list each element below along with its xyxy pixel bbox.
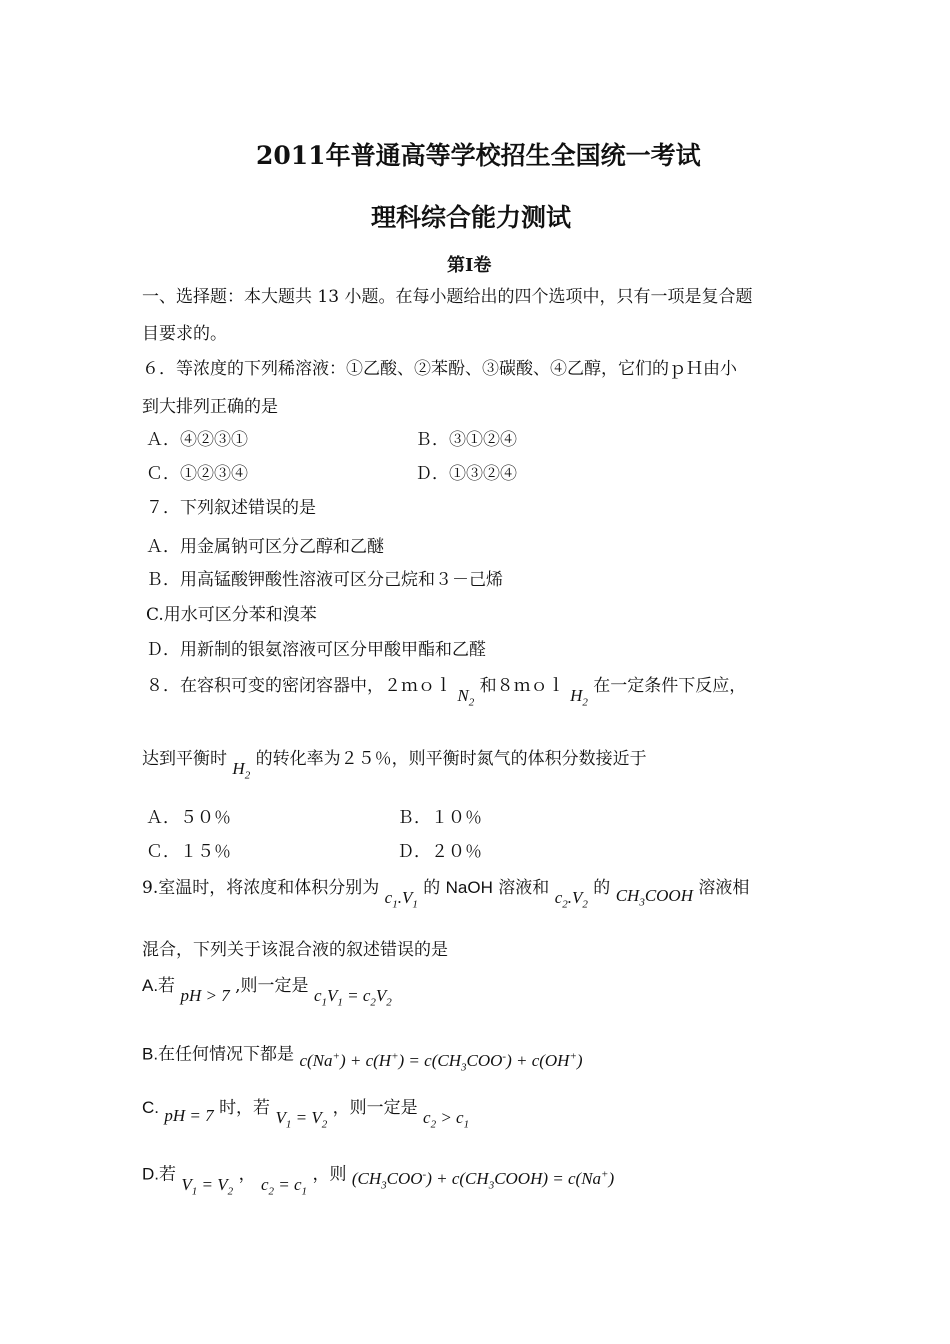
section-heading: 第Ⅰ卷 (447, 255, 492, 276)
formula-c1v1-eq-c2v2: $c_1V_1 = c_2V_2$ (313, 986, 392, 1009)
formula-charge-balance: $c(Na^+) + c(H^+) = c(CH_3COO^-) + c(OH^+)$ (299, 1050, 583, 1074)
stem-text: 的 (593, 878, 611, 898)
stem-text: 溶液和 (498, 878, 550, 898)
option-b (142, 1038, 583, 1073)
formula-ph-eq-7: pH = 7 (164, 1106, 214, 1125)
option-b: Ｂ．③①②④ (415, 430, 517, 450)
option-b: Ｂ．１０％ (397, 808, 482, 828)
option-c: C.用水可区分苯和溴苯 (146, 605, 317, 625)
option-d: Ｄ．用新制的银氨溶液可区分甲酸甲酯和乙醛 (146, 640, 486, 660)
stem-text: 的转化率为２５％，则平衡时氮气的体积分数接近于 (255, 749, 647, 769)
formula-naoh: NaOH (445, 878, 493, 897)
option-label: B.在任何情况下都是 (142, 1044, 295, 1064)
formula-v1-eq-v2: $V_1 = V_2$ (275, 1108, 328, 1131)
stem-text: ８．在容积可变的密闭容器中，２ｍｏｌ (146, 676, 452, 696)
option-label: A.若 (142, 976, 176, 995)
option-text: ，则一定是 (332, 1098, 418, 1118)
question-7-stem: ７．下列叙述错误的是 (146, 498, 316, 518)
stem-text: 溶液相 (698, 878, 750, 898)
exam-title: 2011年普通高等学校招生全国统一考试 (256, 141, 701, 170)
formula-ch3cooh: $CH_3COOH$ (615, 886, 693, 909)
formula-n2: $N_2$ (457, 686, 475, 709)
option-d: Ｄ．２０％ (397, 842, 482, 862)
option-c (142, 1096, 470, 1131)
instruction-line: 一、选择题：本大题共 13 小题。在每小题给出的四个选项中，只有一项是复合题 (142, 287, 753, 307)
question-9-stem: 混合，下列关于该混合液的叙述错误的是 (142, 940, 448, 960)
question-9-stem (142, 876, 750, 911)
question-8-stem (142, 747, 647, 782)
formula-ph-gt-7: pH > 7 (180, 986, 230, 1005)
option-c: Ｃ．１５％ (146, 842, 231, 862)
question-6-stem: ６．等浓度的下列稀溶液：①乙酸、②苯酚、③碳酸、④乙醇，它们的ｐＨ由小 (142, 359, 737, 379)
option-label: D.若 (142, 1164, 176, 1184)
formula-c2v2: $c_2.V_2$ (554, 888, 588, 911)
option-b: Ｂ．用高锰酸钾酸性溶液可区分己烷和３－己烯 (146, 570, 503, 590)
option-a: Ａ．５０％ (146, 808, 231, 828)
option-a (142, 974, 392, 1009)
stem-text: 的 (423, 878, 441, 898)
stem-text: 在一定条件下反应， (593, 676, 747, 696)
option-label: C. (142, 1098, 159, 1117)
option-c: Ｃ．①②③④ (146, 464, 248, 484)
question-8-stem (146, 674, 747, 709)
formula-h2: $H_2$ (232, 759, 251, 782)
option-d: Ｄ．①③②④ (415, 464, 517, 484)
option-text: ， (238, 1164, 256, 1185)
formula-material-balance: $(CH_3COO^-)$ + $c(CH_3COOH) = c(Na^+)$ (351, 1168, 615, 1192)
option-a: Ａ．④②③① (146, 430, 248, 450)
stem-text: 9.室温时，将浓度和体积分别为 (142, 878, 380, 898)
option-text: 时，若 (219, 1098, 271, 1118)
formula-v1-eq-v2: $V_1 = V_2$ (181, 1174, 234, 1198)
stem-text: 达到平衡时 (142, 749, 227, 769)
exam-subtitle: 理科综合能力测试 (371, 203, 572, 232)
formula-c2-gt-c1: $c_2 > c_1$ (423, 1108, 470, 1131)
instruction-line: 目要求的。 (142, 324, 227, 344)
stem-text: 和８ｍｏｌ (479, 676, 565, 696)
option-a: Ａ．用金属钠可区分乙醇和乙醚 (146, 537, 384, 557)
formula-c2-eq-c1: $c_2 = c_1$ (260, 1174, 308, 1198)
option-text: ,则一定是 (235, 976, 309, 996)
formula-c1v1: $c_1.V_1$ (384, 888, 418, 911)
option-text: ，则 (312, 1164, 347, 1185)
formula-h2: $H_2$ (570, 686, 588, 709)
question-6-stem: 到大排列正确的是 (142, 397, 278, 417)
option-d (142, 1158, 615, 1198)
